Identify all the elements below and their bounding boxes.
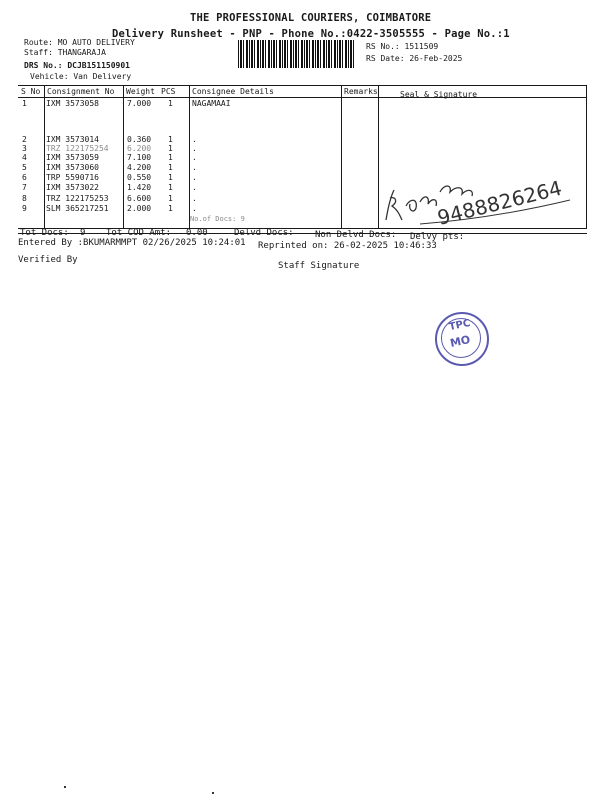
table-header-border <box>18 97 587 98</box>
row-weight: 4.200 <box>127 163 152 172</box>
row-consignment: TRZ 122175253 <box>46 194 109 203</box>
row-consignment: IXM 3573059 <box>46 153 99 162</box>
row-sno: 1 <box>22 99 27 108</box>
header-remarks: Remarks <box>344 87 378 96</box>
row-consignee: . <box>192 144 197 153</box>
document-subtitle: Delivery Runsheet - PNP - Phone No.:0422-3505555 - Page No.:1 <box>112 28 510 40</box>
reprinted-on: Reprinted on: 26-02-2025 10:46:33 <box>258 241 437 251</box>
row-pcs: 1 <box>168 194 173 203</box>
row-sno: 2 <box>22 135 27 144</box>
row-pcs: 1 <box>168 183 173 192</box>
scan-speck <box>64 786 66 788</box>
rs-date: RS Date: 26-Feb-2025 <box>366 54 463 63</box>
row-sno: 6 <box>22 173 27 182</box>
row-weight: 0.550 <box>127 173 152 182</box>
row-sno: 9 <box>22 204 27 213</box>
tot-docs-value: 9 <box>80 228 86 238</box>
row-consignment: SLM 365217251 <box>46 204 109 213</box>
staff-label: Staff: THANGARAJA <box>24 48 106 57</box>
row-weight: 1.420 <box>127 183 152 192</box>
verified-by-label: Verified By <box>18 255 78 265</box>
delvd-docs-label: Delvd Docs: <box>234 228 294 238</box>
header-weight: Weight <box>126 87 155 96</box>
row-consignee: . <box>192 153 197 162</box>
tot-docs-label: Tot Docs: <box>20 228 69 238</box>
table-top-border <box>18 85 587 86</box>
row-sno: 4 <box>22 153 27 162</box>
row-weight: 0.360 <box>127 135 152 144</box>
non-delvd-docs-label: Non Delvd Docs: <box>315 230 397 240</box>
document-title: THE PROFESSIONAL COURIERS, COIMBATORE <box>190 12 432 24</box>
row-pcs: 1 <box>168 173 173 182</box>
row-sno: 5 <box>22 163 27 172</box>
row-consignment: IXM 3573014 <box>46 135 99 144</box>
row-consignee: . <box>192 173 197 182</box>
row-pcs: 1 <box>168 135 173 144</box>
row-pcs: 1 <box>168 144 173 153</box>
stamp-text-bottom: MO <box>448 333 472 350</box>
row-weight: 6.200 <box>127 144 152 153</box>
header-pcs: PCS <box>161 87 176 96</box>
row-consignee: . <box>192 163 197 172</box>
row-weight: 7.000 <box>127 99 152 108</box>
row-consignment: IXM 3573022 <box>46 183 99 192</box>
entered-by: Entered By :BKUMARMMPT 02/26/2025 10:24:01 <box>18 238 246 248</box>
staff-signature-label: Staff Signature <box>278 261 360 271</box>
row-sno: 3 <box>22 144 27 153</box>
header-consignment: Consignment No <box>47 87 115 96</box>
row-pcs: 1 <box>168 99 173 108</box>
header-sno: S No <box>21 87 41 96</box>
no-of-docs-label: No.of Docs: 9 <box>190 215 245 223</box>
row-consignment: TRZ 122175254 <box>46 144 109 153</box>
row-consignee: . <box>192 183 197 192</box>
row-weight: 7.100 <box>127 153 152 162</box>
col-divider-wt <box>189 85 190 228</box>
company-stamp <box>435 312 489 366</box>
delvy-pts-label: Delvy pts: <box>410 232 465 242</box>
route-label: Route: MO AUTO DELIVERY <box>24 38 135 47</box>
col-divider-det <box>341 85 342 228</box>
row-consignee: NAGAMAAI <box>192 99 231 108</box>
row-consignment: IXM 3573060 <box>46 163 99 172</box>
col-divider-remarks <box>378 85 379 228</box>
row-consignee: . <box>192 194 197 203</box>
stamp-text-top: TPC <box>448 317 472 334</box>
barcode <box>238 40 356 68</box>
drs-number: DRS No.: DCJB151150901 <box>24 61 130 70</box>
tot-cod-value: 0.00 <box>186 228 208 238</box>
row-weight: 6.600 <box>127 194 152 203</box>
col-divider-sno <box>44 85 45 228</box>
col-divider-cons <box>123 85 124 228</box>
row-sno: 7 <box>22 183 27 192</box>
handwritten-phone: 9488826264 <box>434 175 565 230</box>
row-consignee: . <box>192 204 197 213</box>
row-consignment: TRP 5590716 <box>46 173 99 182</box>
row-sno: 8 <box>22 194 27 203</box>
header-seal: Seal & Signature <box>400 90 478 99</box>
row-consignment: IXM 3573058 <box>46 99 99 108</box>
row-pcs: 1 <box>168 153 173 162</box>
row-weight: 2.000 <box>127 204 152 213</box>
vehicle-label: Vehicle: Van Delivery <box>30 72 132 81</box>
table-summary-border <box>18 233 587 234</box>
rs-number: RS No.: 1511509 <box>366 42 439 51</box>
header-consignee: Consignee Details <box>192 87 274 96</box>
handwritten-signature <box>380 150 590 230</box>
tot-cod-label: Tot COD Amt: <box>106 228 172 238</box>
row-pcs: 1 <box>168 163 173 172</box>
row-consignee: . <box>192 135 197 144</box>
row-pcs: 1 <box>168 204 173 213</box>
scan-speck <box>212 792 214 794</box>
